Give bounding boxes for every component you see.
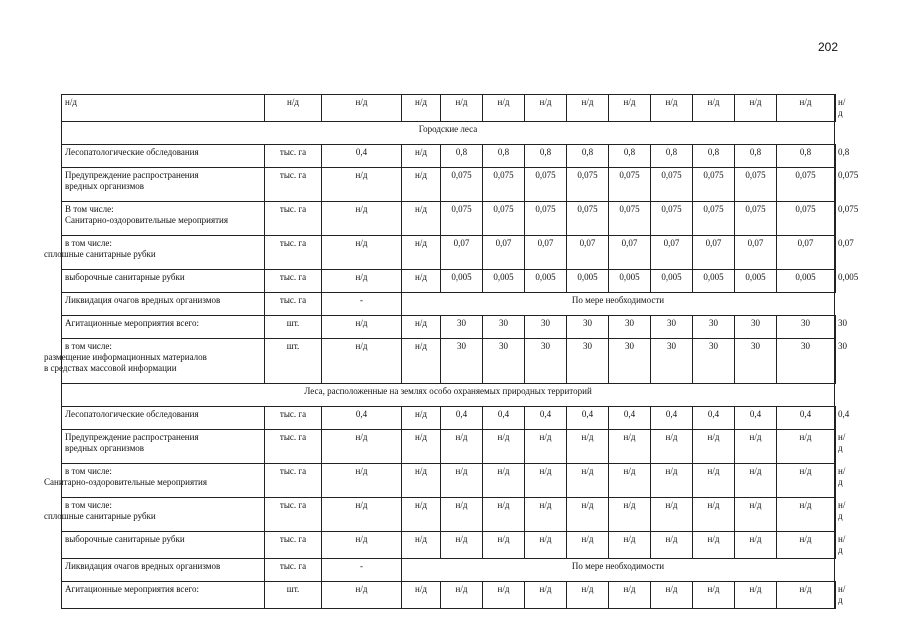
value-cell: н/д bbox=[693, 464, 735, 498]
value-cell: 0,005 bbox=[777, 270, 835, 293]
measure-name-line: сплошные санитарные рубки bbox=[44, 249, 156, 259]
table-row bbox=[62, 145, 836, 168]
value-cell: 30 bbox=[835, 339, 836, 384]
value-cell: 0,075 bbox=[651, 202, 693, 236]
value-cell: н/д bbox=[567, 582, 609, 609]
section-row bbox=[62, 384, 836, 407]
value-cell: 0,075 bbox=[483, 168, 525, 202]
measures-table bbox=[44, 94, 859, 609]
value-cell: н/д bbox=[402, 236, 441, 270]
value-cell: 0,005 bbox=[835, 270, 836, 293]
measure-name-line: выборочные санитарные рубки bbox=[65, 534, 185, 544]
value-cell: н/д bbox=[735, 464, 777, 498]
value-cell: н/д bbox=[483, 498, 525, 532]
value-cell: н/д bbox=[835, 498, 836, 532]
value-cell: н/д bbox=[402, 582, 441, 609]
value-cell: н/д bbox=[651, 532, 693, 559]
base-value-cell: н/д bbox=[322, 202, 402, 236]
value-cell: н/д bbox=[777, 582, 835, 609]
unit-cell: тыс. га bbox=[265, 236, 322, 270]
value-cell: 0,4 bbox=[441, 407, 483, 430]
value-cell: 0,8 bbox=[735, 145, 777, 168]
value-cell: н/д bbox=[777, 95, 835, 122]
value-cell: н/д bbox=[651, 95, 693, 122]
value-cell: н/д bbox=[441, 582, 483, 609]
table-body bbox=[44, 95, 859, 609]
section-title: Леса, расположенные на землях особо охраняемых природных территорий bbox=[62, 384, 835, 407]
value-cell: н/д bbox=[402, 407, 441, 430]
measure-name-line: вредных организмов bbox=[65, 181, 145, 191]
table-row bbox=[62, 464, 836, 498]
value-cell: 30 bbox=[525, 339, 567, 384]
measure-name bbox=[62, 407, 265, 430]
unit-cell: тыс. га bbox=[265, 464, 322, 498]
value-cell: н/д bbox=[693, 532, 735, 559]
value-cell: 0,005 bbox=[693, 270, 735, 293]
table-row bbox=[62, 202, 836, 236]
base-value-cell: 0,4 bbox=[322, 407, 402, 430]
base-value-cell: н/д bbox=[322, 316, 402, 339]
value-cell: н/д bbox=[735, 430, 777, 464]
unit-cell: шт. bbox=[265, 582, 322, 609]
value-cell: н/д bbox=[609, 95, 651, 122]
measure-name bbox=[62, 202, 265, 236]
unit-cell: тыс. га bbox=[265, 270, 322, 293]
measure-name-line: вредных организмов bbox=[65, 443, 145, 453]
measure-name bbox=[62, 293, 265, 316]
measure-name bbox=[62, 95, 265, 122]
measure-name bbox=[62, 168, 265, 202]
measure-name-line: в средствах массовой информации bbox=[44, 363, 177, 373]
value-cell: н/д bbox=[609, 498, 651, 532]
value-cell: 30 bbox=[483, 316, 525, 339]
value-cell: н/д bbox=[402, 168, 441, 202]
unit-cell: тыс. га bbox=[265, 498, 322, 532]
measure-name-line: Ликвидация очагов вредных организмов bbox=[65, 561, 221, 571]
measure-name-line: выборочные санитарные рубки bbox=[65, 272, 185, 282]
value-cell: н/д bbox=[777, 430, 835, 464]
merged-note-cell: По мере необходимости bbox=[402, 559, 835, 582]
value-cell: н/д bbox=[441, 430, 483, 464]
value-cell: 0,8 bbox=[777, 145, 835, 168]
table-row bbox=[62, 582, 836, 609]
base-value-cell: - bbox=[322, 293, 402, 316]
unit-cell: тыс. га bbox=[265, 407, 322, 430]
value-cell: н/д bbox=[525, 582, 567, 609]
value-cell: 30 bbox=[693, 316, 735, 339]
base-value-cell: н/д bbox=[322, 498, 402, 532]
value-cell: н/д bbox=[777, 532, 835, 559]
table-row bbox=[62, 168, 836, 202]
value-cell: 0,075 bbox=[735, 202, 777, 236]
table-row bbox=[62, 270, 836, 293]
table-row bbox=[62, 95, 836, 122]
value-cell: 0,07 bbox=[651, 236, 693, 270]
measure-name bbox=[62, 316, 265, 339]
value-cell: н/д bbox=[651, 498, 693, 532]
value-cell: н/д bbox=[651, 582, 693, 609]
value-cell: 0,07 bbox=[835, 236, 836, 270]
value-cell: н/д bbox=[402, 316, 441, 339]
merged-note-cell: По мере необходимости bbox=[402, 293, 835, 316]
base-value-cell: н/д bbox=[322, 270, 402, 293]
value-cell: 0,07 bbox=[441, 236, 483, 270]
measure-name-line: в том числе: bbox=[65, 238, 112, 248]
table-row bbox=[62, 407, 836, 430]
value-cell: н/д bbox=[735, 582, 777, 609]
base-value-cell: н/д bbox=[322, 430, 402, 464]
value-cell: 30 bbox=[609, 316, 651, 339]
value-cell: 0,005 bbox=[483, 270, 525, 293]
measure-name-line: Санитарно-оздоровительные мероприятия bbox=[44, 477, 208, 487]
measure-name-line: Санитарно-оздоровительные мероприятия bbox=[65, 215, 229, 225]
value-cell: н/д bbox=[693, 430, 735, 464]
measure-name bbox=[62, 145, 265, 168]
value-cell: н/д bbox=[835, 464, 836, 498]
value-cell: н/д bbox=[402, 532, 441, 559]
table-row bbox=[62, 498, 836, 532]
section-row bbox=[62, 122, 836, 145]
measure-name-line: сплошные санитарные рубки bbox=[44, 511, 156, 521]
measure-name bbox=[62, 532, 265, 559]
value-cell: н/д bbox=[483, 95, 525, 122]
value-cell: н/д bbox=[651, 464, 693, 498]
value-cell: 0,005 bbox=[651, 270, 693, 293]
value-cell: 0,005 bbox=[525, 270, 567, 293]
value-cell: 30 bbox=[567, 316, 609, 339]
value-cell: 30 bbox=[483, 339, 525, 384]
value-cell: н/д bbox=[777, 498, 835, 532]
value-cell: 30 bbox=[567, 339, 609, 384]
value-cell: н/д bbox=[483, 430, 525, 464]
value-cell: 30 bbox=[735, 339, 777, 384]
measure-name-line: в том числе: bbox=[65, 341, 112, 351]
unit-cell: шт. bbox=[265, 339, 322, 384]
section-title: Городские леса bbox=[62, 122, 835, 145]
value-cell: 30 bbox=[777, 316, 835, 339]
value-cell: 0,4 bbox=[777, 407, 835, 430]
value-cell: н/д bbox=[567, 498, 609, 532]
value-cell: н/д bbox=[567, 464, 609, 498]
unit-cell: тыс. га bbox=[265, 145, 322, 168]
value-cell: 0,4 bbox=[525, 407, 567, 430]
value-cell: 0,075 bbox=[777, 202, 835, 236]
value-cell: н/д bbox=[525, 464, 567, 498]
value-cell: 30 bbox=[693, 339, 735, 384]
measure-name bbox=[62, 430, 265, 464]
measure-name bbox=[62, 270, 265, 293]
value-cell: 0,8 bbox=[441, 145, 483, 168]
value-cell: н/д bbox=[777, 464, 835, 498]
table-row bbox=[62, 236, 836, 270]
value-cell: н/д bbox=[735, 498, 777, 532]
value-cell: н/д bbox=[441, 95, 483, 122]
value-cell: 30 bbox=[609, 339, 651, 384]
value-cell: 0,075 bbox=[609, 202, 651, 236]
value-cell: н/д bbox=[567, 532, 609, 559]
value-cell: 0,4 bbox=[835, 407, 836, 430]
value-cell: 0,4 bbox=[609, 407, 651, 430]
value-cell: н/д bbox=[483, 582, 525, 609]
value-cell: 0,005 bbox=[441, 270, 483, 293]
measure-name-line: в том числе: bbox=[65, 500, 112, 510]
value-cell: н/д bbox=[735, 532, 777, 559]
value-cell: н/д bbox=[525, 498, 567, 532]
value-cell: 0,07 bbox=[483, 236, 525, 270]
value-cell: н/д bbox=[402, 498, 441, 532]
unit-cell: тыс. га bbox=[265, 168, 322, 202]
table-row bbox=[62, 339, 836, 384]
value-cell: н/д bbox=[441, 464, 483, 498]
base-value-cell: н/д bbox=[322, 168, 402, 202]
value-cell: 0,075 bbox=[693, 168, 735, 202]
measure-name bbox=[62, 582, 265, 609]
value-cell: 0,075 bbox=[651, 168, 693, 202]
measure-name bbox=[44, 464, 265, 498]
value-cell: 30 bbox=[441, 316, 483, 339]
unit-cell: тыс. га bbox=[265, 202, 322, 236]
measure-name-line: Ликвидация очагов вредных организмов bbox=[65, 295, 221, 305]
base-value-cell: н/д bbox=[322, 532, 402, 559]
unit-cell: тыс. га bbox=[265, 293, 322, 316]
value-cell: 0,075 bbox=[525, 202, 567, 236]
base-value-cell: н/д bbox=[322, 339, 402, 384]
value-cell: н/д bbox=[525, 430, 567, 464]
value-cell: 0,07 bbox=[609, 236, 651, 270]
value-cell: н/д bbox=[835, 532, 836, 559]
value-cell: н/д bbox=[402, 202, 441, 236]
value-cell: 0,075 bbox=[609, 168, 651, 202]
measure-name-line: Агитационные мероприятия всего: bbox=[65, 318, 199, 328]
value-cell: 0,075 bbox=[567, 202, 609, 236]
table-row bbox=[62, 559, 836, 582]
value-cell: 0,07 bbox=[777, 236, 835, 270]
measure-name bbox=[44, 236, 265, 270]
unit-cell: шт. bbox=[265, 316, 322, 339]
value-cell: н/д bbox=[441, 532, 483, 559]
value-cell: 0,8 bbox=[835, 145, 836, 168]
value-cell: 0,4 bbox=[735, 407, 777, 430]
value-cell: 30 bbox=[777, 339, 835, 384]
value-cell: 0,8 bbox=[651, 145, 693, 168]
measure-name-line: размещение информационных материалов bbox=[44, 352, 207, 362]
value-cell: 0,8 bbox=[483, 145, 525, 168]
value-cell: 0,07 bbox=[735, 236, 777, 270]
value-cell: н/д bbox=[735, 95, 777, 122]
value-cell: 0,07 bbox=[525, 236, 567, 270]
measure-name bbox=[44, 339, 265, 384]
value-cell: 0,075 bbox=[735, 168, 777, 202]
value-cell: 0,005 bbox=[609, 270, 651, 293]
value-cell: 0,075 bbox=[835, 202, 836, 236]
table-row bbox=[62, 316, 836, 339]
base-value-cell: н/д bbox=[322, 582, 402, 609]
measure-name-line: Агитационные мероприятия всего: bbox=[65, 584, 199, 594]
value-cell: 0,8 bbox=[525, 145, 567, 168]
value-cell: н/д bbox=[567, 430, 609, 464]
value-cell: 30 bbox=[651, 339, 693, 384]
base-value-cell: н/д bbox=[322, 95, 402, 122]
value-cell: 0,4 bbox=[567, 407, 609, 430]
value-cell: 0,07 bbox=[567, 236, 609, 270]
value-cell: 30 bbox=[651, 316, 693, 339]
value-cell: 0,07 bbox=[693, 236, 735, 270]
value-cell: 30 bbox=[835, 316, 836, 339]
value-cell: н/д bbox=[835, 430, 836, 464]
table-row bbox=[62, 532, 836, 559]
value-cell: 0,075 bbox=[441, 168, 483, 202]
value-cell: 0,8 bbox=[567, 145, 609, 168]
unit-cell: тыс. га bbox=[265, 559, 322, 582]
value-cell: 0,005 bbox=[735, 270, 777, 293]
value-cell: 0,4 bbox=[651, 407, 693, 430]
value-cell: н/д bbox=[402, 145, 441, 168]
value-cell: н/д bbox=[483, 532, 525, 559]
value-cell: н/д bbox=[402, 464, 441, 498]
value-cell: н/д bbox=[835, 95, 836, 122]
value-cell: н/д bbox=[402, 95, 441, 122]
base-value-cell: - bbox=[322, 559, 402, 582]
unit-cell: тыс. га bbox=[265, 532, 322, 559]
value-cell: 0,075 bbox=[483, 202, 525, 236]
measure-name-line: н/д bbox=[65, 97, 77, 107]
table-row bbox=[62, 430, 836, 464]
base-value-cell: 0,4 bbox=[322, 145, 402, 168]
measure-name-line: В том числе: bbox=[65, 204, 114, 214]
unit-cell: тыс. га bbox=[265, 430, 322, 464]
value-cell: н/д bbox=[567, 95, 609, 122]
value-cell: 0,075 bbox=[777, 168, 835, 202]
value-cell: н/д bbox=[835, 582, 836, 609]
value-cell: 0,8 bbox=[693, 145, 735, 168]
base-value-cell: н/д bbox=[322, 236, 402, 270]
value-cell: н/д bbox=[693, 582, 735, 609]
value-cell: 0,075 bbox=[835, 168, 836, 202]
page-number: 202 bbox=[818, 40, 839, 54]
value-cell: н/д bbox=[609, 532, 651, 559]
value-cell: н/д bbox=[525, 95, 567, 122]
value-cell: 30 bbox=[441, 339, 483, 384]
value-cell: 0,075 bbox=[567, 168, 609, 202]
value-cell: 0,075 bbox=[525, 168, 567, 202]
value-cell: н/д bbox=[525, 532, 567, 559]
value-cell: н/д bbox=[402, 339, 441, 384]
measure-name bbox=[62, 559, 265, 582]
value-cell: 0,005 bbox=[567, 270, 609, 293]
base-value-cell: н/д bbox=[322, 464, 402, 498]
value-cell: н/д bbox=[651, 430, 693, 464]
value-cell: 0,8 bbox=[609, 145, 651, 168]
measure-name-line: Лесопатологические обследования bbox=[65, 147, 199, 157]
value-cell: 0,075 bbox=[441, 202, 483, 236]
value-cell: 0,4 bbox=[693, 407, 735, 430]
value-cell: н/д bbox=[402, 270, 441, 293]
measure-name-line: Предупреждение распространения bbox=[65, 170, 199, 180]
value-cell: 30 bbox=[525, 316, 567, 339]
measure-name bbox=[44, 498, 265, 532]
value-cell: 0,075 bbox=[693, 202, 735, 236]
value-cell: н/д bbox=[609, 582, 651, 609]
value-cell: н/д bbox=[483, 464, 525, 498]
value-cell: н/д bbox=[441, 498, 483, 532]
measure-name-line: Предупреждение распространения bbox=[65, 432, 199, 442]
value-cell: 30 bbox=[735, 316, 777, 339]
value-cell: н/д bbox=[693, 498, 735, 532]
unit-cell: н/д bbox=[265, 95, 322, 122]
table-row bbox=[62, 293, 836, 316]
measure-name-line: Лесопатологические обследования bbox=[65, 409, 199, 419]
value-cell: н/д bbox=[609, 464, 651, 498]
value-cell: 0,4 bbox=[483, 407, 525, 430]
measure-name-line: в том числе: bbox=[65, 466, 112, 476]
value-cell: н/д bbox=[693, 95, 735, 122]
value-cell: н/д bbox=[402, 430, 441, 464]
value-cell: н/д bbox=[609, 430, 651, 464]
